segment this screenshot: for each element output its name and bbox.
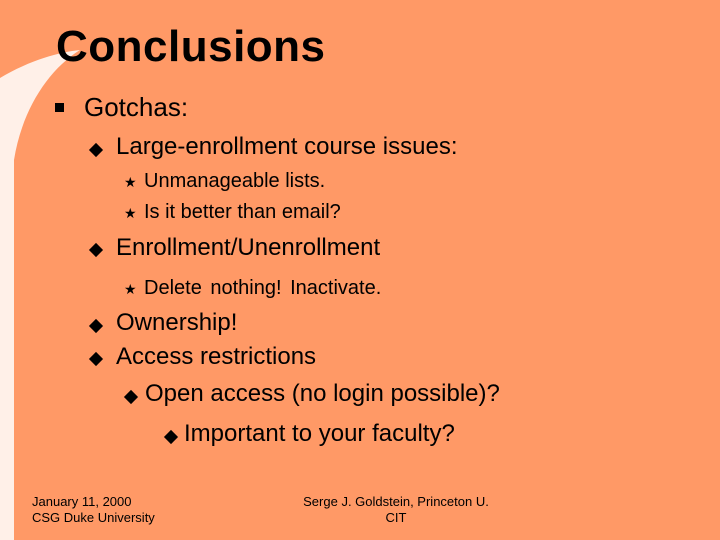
footer-date: January 11, 2000 <box>32 494 132 509</box>
bullet-ownership: Ownership! <box>116 309 238 336</box>
star-bullet-icon: ★ <box>124 174 137 190</box>
star-bullet-icon: ★ <box>124 281 137 297</box>
bullet-unmanageable: Unmanageable lists. <box>144 170 326 192</box>
footer-center <box>296 494 496 526</box>
star-bullet-icon: ★ <box>124 205 137 221</box>
slide-title: Conclusions <box>56 22 326 71</box>
square-bullet-icon <box>55 103 64 112</box>
bullet-large-enrollment: Large-enrollment course issues: <box>116 133 458 160</box>
bullet-delete-nothing: Delete nothing! Inactivate. <box>144 277 382 299</box>
footer-author: Serge J. Goldstein, Princeton U. <box>303 494 489 509</box>
bullet-important: Important to your faculty? <box>184 420 455 447</box>
bullet-gotchas: Gotchas: <box>84 92 189 122</box>
bullet-enrollment: Enrollment/Unenrollment <box>116 234 381 261</box>
bullet-open-access: Open access (no login possible)? <box>145 380 500 407</box>
footer-left <box>32 494 155 526</box>
bullet-is-better: Is it better than email? <box>144 201 341 223</box>
footer-venue: CSG Duke University <box>32 510 155 525</box>
bullet-access: Access restrictions <box>116 343 317 370</box>
footer-dept: CIT <box>385 510 407 525</box>
